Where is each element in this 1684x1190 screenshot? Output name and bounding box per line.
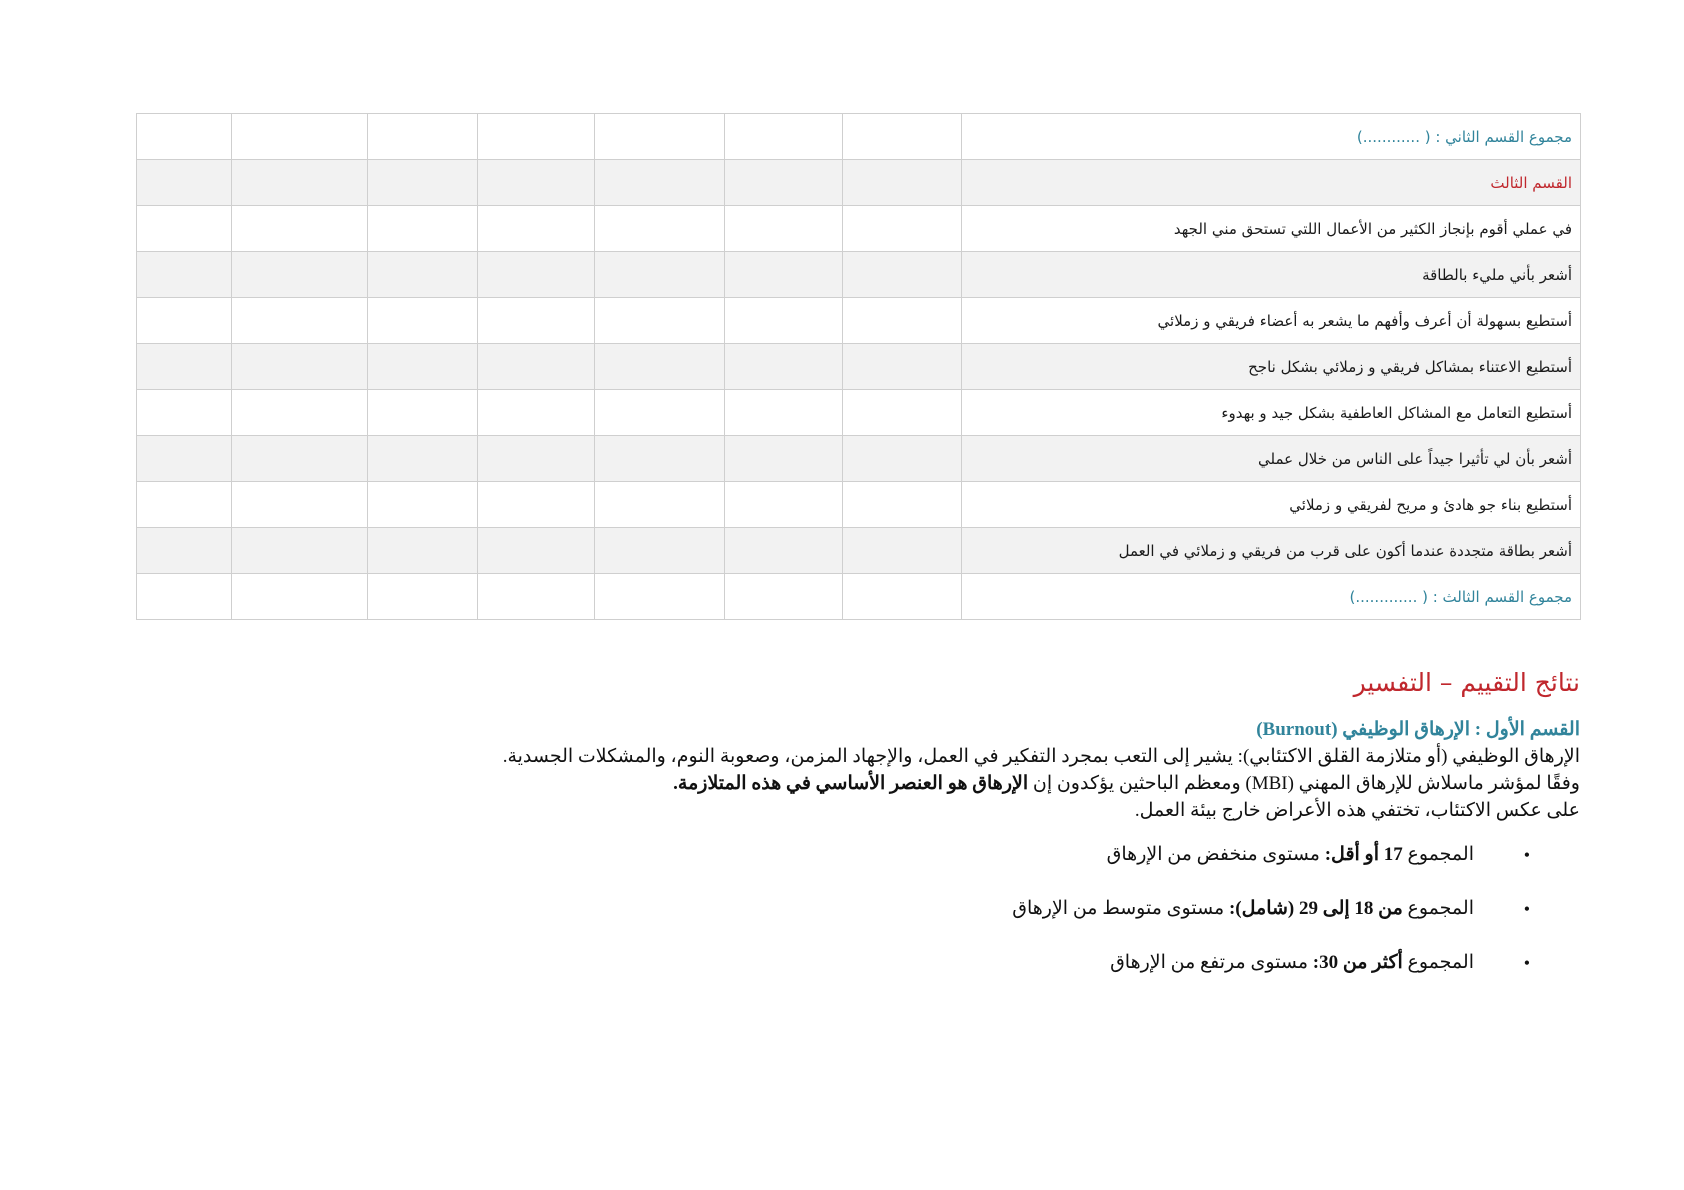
answer-cell[interactable] <box>137 482 232 528</box>
bullet-suffix: مستوى متوسط من الإرهاق <box>1012 898 1229 919</box>
question-cell: أستطيع بناء جو هادئ و مريح لفريقي و زملائي <box>962 482 1581 528</box>
bullet-dot-icon: • <box>1523 899 1530 919</box>
answer-cell[interactable] <box>232 160 368 206</box>
answer-cell[interactable] <box>137 436 232 482</box>
answer-cell[interactable] <box>843 528 962 574</box>
answer-cell[interactable] <box>232 574 368 620</box>
answer-cell[interactable] <box>478 114 595 160</box>
answer-cell[interactable] <box>368 344 478 390</box>
answer-cell[interactable] <box>368 482 478 528</box>
bullet-emphasis: من 18 إلى 29 (شامل): <box>1228 898 1403 919</box>
survey-table-body <box>137 114 1581 620</box>
paragraph-line-2-text: وفقًا لمؤشر ماسلاش للإرهاق المهني (MBI) ومعظم الباحثين يؤكدون إن <box>1028 773 1580 794</box>
answer-cell[interactable] <box>725 574 843 620</box>
answer-cell[interactable] <box>725 160 843 206</box>
answer-cell[interactable] <box>137 298 232 344</box>
answer-cell[interactable] <box>368 574 478 620</box>
question-cell: أستطيع بسهولة أن أعرف وأفهم ما يشعر به أعضاء فريقي و زملائي <box>962 298 1581 344</box>
answer-cell[interactable] <box>843 344 962 390</box>
answer-cell[interactable] <box>368 390 478 436</box>
answer-cell[interactable] <box>137 528 232 574</box>
answer-cell[interactable] <box>595 298 725 344</box>
answer-cell[interactable] <box>368 206 478 252</box>
answer-cell[interactable] <box>595 252 725 298</box>
answer-cell[interactable] <box>725 528 843 574</box>
answer-cell[interactable] <box>478 436 595 482</box>
answer-cell[interactable] <box>368 114 478 160</box>
answer-cell[interactable] <box>843 436 962 482</box>
answer-cell[interactable] <box>368 160 478 206</box>
table-row <box>137 206 1581 252</box>
answer-cell[interactable] <box>137 114 232 160</box>
answer-cell[interactable] <box>232 528 368 574</box>
answer-cell[interactable] <box>595 482 725 528</box>
answer-cell[interactable] <box>478 482 595 528</box>
question-cell: أستطيع التعامل مع المشاكل العاطفية بشكل جيد و بهدوء <box>962 390 1581 436</box>
results-section <box>136 668 1580 1004</box>
table-row <box>137 298 1581 344</box>
question-cell: القسم الثالث <box>962 160 1581 206</box>
answer-cell[interactable] <box>232 206 368 252</box>
question-cell: أستطيع الاعتناء بمشاكل فريقي و زملائي بشكل ناجح <box>962 344 1581 390</box>
answer-cell[interactable] <box>368 252 478 298</box>
question-cell: أشعر بأن لي تأثيرا جيداً على الناس من خلال عملي <box>962 436 1581 482</box>
bullet-suffix: مستوى منخفض من الإرهاق <box>1106 844 1325 865</box>
answer-cell[interactable] <box>595 390 725 436</box>
paragraph-line-3: على عكس الاكتئاب، تختفي هذه الأعراض خارج بيئة العمل. <box>1134 800 1580 821</box>
answer-cell[interactable] <box>137 574 232 620</box>
answer-cell[interactable] <box>478 160 595 206</box>
answer-cell[interactable] <box>843 160 962 206</box>
question-cell: أشعر بطاقة متجددة عندما أكون على قرب من فريقي و زملائي في العمل <box>962 528 1581 574</box>
results-title: نتائج التقييم – التفسير <box>1353 668 1580 697</box>
table-total-row <box>137 574 1581 620</box>
paragraph-line-2-emphasis: الإرهاق هو العنصر الأساسي في هذه المتلازمة. <box>673 773 1029 794</box>
answer-cell[interactable] <box>232 436 368 482</box>
answer-cell[interactable] <box>725 482 843 528</box>
answer-cell[interactable] <box>595 436 725 482</box>
score-bullet-item <box>136 896 1530 950</box>
question-cell: مجموع القسم الثالث : ( .............) <box>962 574 1581 620</box>
answer-cell[interactable] <box>232 298 368 344</box>
answer-cell[interactable] <box>595 344 725 390</box>
question-cell: مجموع القسم الثاني : ( ............) <box>962 114 1581 160</box>
table-row <box>137 344 1581 390</box>
answer-cell[interactable] <box>843 482 962 528</box>
table-row <box>137 252 1581 298</box>
answer-cell[interactable] <box>478 206 595 252</box>
answer-cell[interactable] <box>843 390 962 436</box>
answer-cell[interactable] <box>478 298 595 344</box>
answer-cell[interactable] <box>478 574 595 620</box>
answer-cell[interactable] <box>725 252 843 298</box>
paragraph-line-1: الإرهاق الوظيفي (أو متلازمة القلق الاكتئابي): يشير إلى التعب بمجرد التفكير في العمل، والإجهاد المزمن، وصعوبة النوم، والمشكلات الجسدية. <box>502 746 1580 767</box>
bullet-prefix: المجموع <box>1402 898 1474 919</box>
bullet-emphasis: أكثر من 30: <box>1312 952 1403 973</box>
table-row <box>137 390 1581 436</box>
table-section-row <box>137 160 1581 206</box>
score-bullet-list <box>136 842 1580 1004</box>
score-bullet-item <box>136 950 1530 1004</box>
answer-cell[interactable] <box>232 114 368 160</box>
answer-cell[interactable] <box>232 482 368 528</box>
answer-cell[interactable] <box>478 344 595 390</box>
answer-cell[interactable] <box>368 436 478 482</box>
question-cell: في عملي أقوم بإنجاز الكثير من الأعمال اللتي تستحق مني الجهد <box>962 206 1581 252</box>
paragraph-line-2 <box>136 770 1580 797</box>
answer-cell[interactable] <box>725 206 843 252</box>
answer-cell[interactable] <box>843 298 962 344</box>
answer-cell[interactable] <box>843 114 962 160</box>
table-row <box>137 482 1581 528</box>
score-bullet-item <box>136 842 1530 896</box>
answer-cell[interactable] <box>137 206 232 252</box>
answer-cell[interactable] <box>725 298 843 344</box>
answer-cell[interactable] <box>595 574 725 620</box>
answer-cell[interactable] <box>725 390 843 436</box>
answer-cell[interactable] <box>137 252 232 298</box>
answer-cell[interactable] <box>725 114 843 160</box>
bullet-prefix: المجموع <box>1402 952 1474 973</box>
answer-cell[interactable] <box>137 160 232 206</box>
section1-heading: القسم الأول : الإرهاق الوظيفي (Burnout) <box>1256 719 1580 740</box>
question-cell: أشعر بأني مليء بالطاقة <box>962 252 1581 298</box>
table-total-row <box>137 114 1581 160</box>
answer-cell[interactable] <box>478 528 595 574</box>
answer-cell[interactable] <box>843 206 962 252</box>
answer-cell[interactable] <box>478 252 595 298</box>
answer-cell[interactable] <box>843 252 962 298</box>
answer-cell[interactable] <box>843 574 962 620</box>
answer-cell[interactable] <box>725 436 843 482</box>
table-row <box>137 528 1581 574</box>
answer-cell[interactable] <box>595 160 725 206</box>
bullet-suffix: مستوى مرتفع من الإرهاق <box>1110 952 1313 973</box>
answer-cell[interactable] <box>595 206 725 252</box>
answer-cell[interactable] <box>478 390 595 436</box>
answer-cell[interactable] <box>232 252 368 298</box>
answer-cell[interactable] <box>595 528 725 574</box>
answer-cell[interactable] <box>595 114 725 160</box>
answer-cell[interactable] <box>725 344 843 390</box>
bullet-prefix: المجموع <box>1402 844 1474 865</box>
answer-cell[interactable] <box>137 344 232 390</box>
bullet-emphasis: 17 أو أقل: <box>1324 844 1403 865</box>
table-row <box>137 436 1581 482</box>
answer-cell[interactable] <box>368 298 478 344</box>
bullet-dot-icon: • <box>1523 953 1530 973</box>
bullet-dot-icon: • <box>1523 845 1530 865</box>
answer-cell[interactable] <box>137 390 232 436</box>
answer-cell[interactable] <box>232 344 368 390</box>
survey-table <box>136 113 1581 620</box>
answer-cell[interactable] <box>232 390 368 436</box>
answer-cell[interactable] <box>368 528 478 574</box>
